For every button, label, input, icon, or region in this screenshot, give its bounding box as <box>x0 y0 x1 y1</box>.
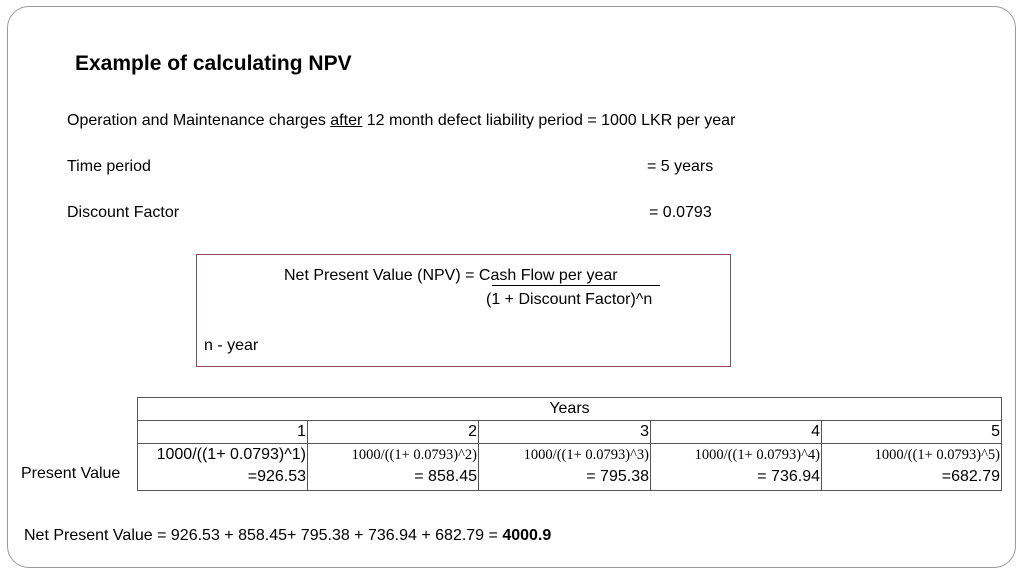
year-cell: 5 <box>822 421 1002 444</box>
om-prefix: Operation and Maintenance charges <box>67 112 331 129</box>
discount-factor-label: Discount Factor <box>67 204 180 221</box>
table-years-row <box>138 421 1002 444</box>
npv-summary-line <box>24 527 551 545</box>
pv-cell-year-2 <box>308 444 479 491</box>
pv-formula: 1000/((1+ 0.0793)^5) <box>874 447 1000 463</box>
pv-formula: 1000/((1+ 0.0793)^2) <box>351 447 477 463</box>
discount-factor-value: = 0.0793 <box>649 204 712 221</box>
present-value-label: Present Value <box>21 465 121 482</box>
year-cell: 2 <box>308 421 479 444</box>
formula-line <box>284 267 618 285</box>
years-header: Years <box>138 398 1002 421</box>
om-suffix: 12 month defect liability period = 1000 LKR per year <box>362 112 736 129</box>
pv-cell-year-1 <box>138 444 308 491</box>
npv-total: 4000.9 <box>502 527 552 544</box>
om-charges-line <box>67 112 735 130</box>
pv-cell-year-4 <box>651 444 822 491</box>
time-period-value: = 5 years <box>647 158 714 175</box>
formula-note: n - year <box>204 337 259 354</box>
om-after-word: after <box>330 112 363 129</box>
fraction-bar <box>492 285 660 286</box>
pv-cell-year-3 <box>479 444 651 491</box>
present-value-table <box>137 397 1002 491</box>
time-period-label: Time period <box>67 158 151 175</box>
pv-result: =682.79 <box>941 468 1000 485</box>
pv-result: =926.53 <box>247 468 306 485</box>
table-header-row <box>138 398 1002 421</box>
pv-result: = 795.38 <box>586 468 649 485</box>
year-cell: 4 <box>651 421 822 444</box>
npv-expression: Net Present Value = 926.53 + 858.45+ 795.38 + 736.94 + 682.79 = <box>24 527 503 544</box>
formula-lhs: Net Present Value (NPV) = <box>284 267 479 284</box>
pv-result: = 858.45 <box>414 468 477 485</box>
pv-result: = 736.94 <box>757 468 820 485</box>
formula-denominator: (1 + Discount Factor)^n <box>486 291 653 308</box>
pv-formula: 1000/((1+ 0.0793)^3) <box>523 447 649 463</box>
year-cell: 3 <box>479 421 651 444</box>
slide-title: Example of calculating NPV <box>75 52 352 75</box>
year-cell: 1 <box>138 421 308 444</box>
pv-formula: 1000/((1+ 0.0793)^4) <box>694 447 820 463</box>
formula-numerator: Cash Flow per year <box>478 267 618 284</box>
table-values-row <box>138 444 1002 491</box>
pv-cell-year-5 <box>822 444 1002 491</box>
pv-formula: 1000/((1+ 0.0793)^1) <box>156 446 306 463</box>
